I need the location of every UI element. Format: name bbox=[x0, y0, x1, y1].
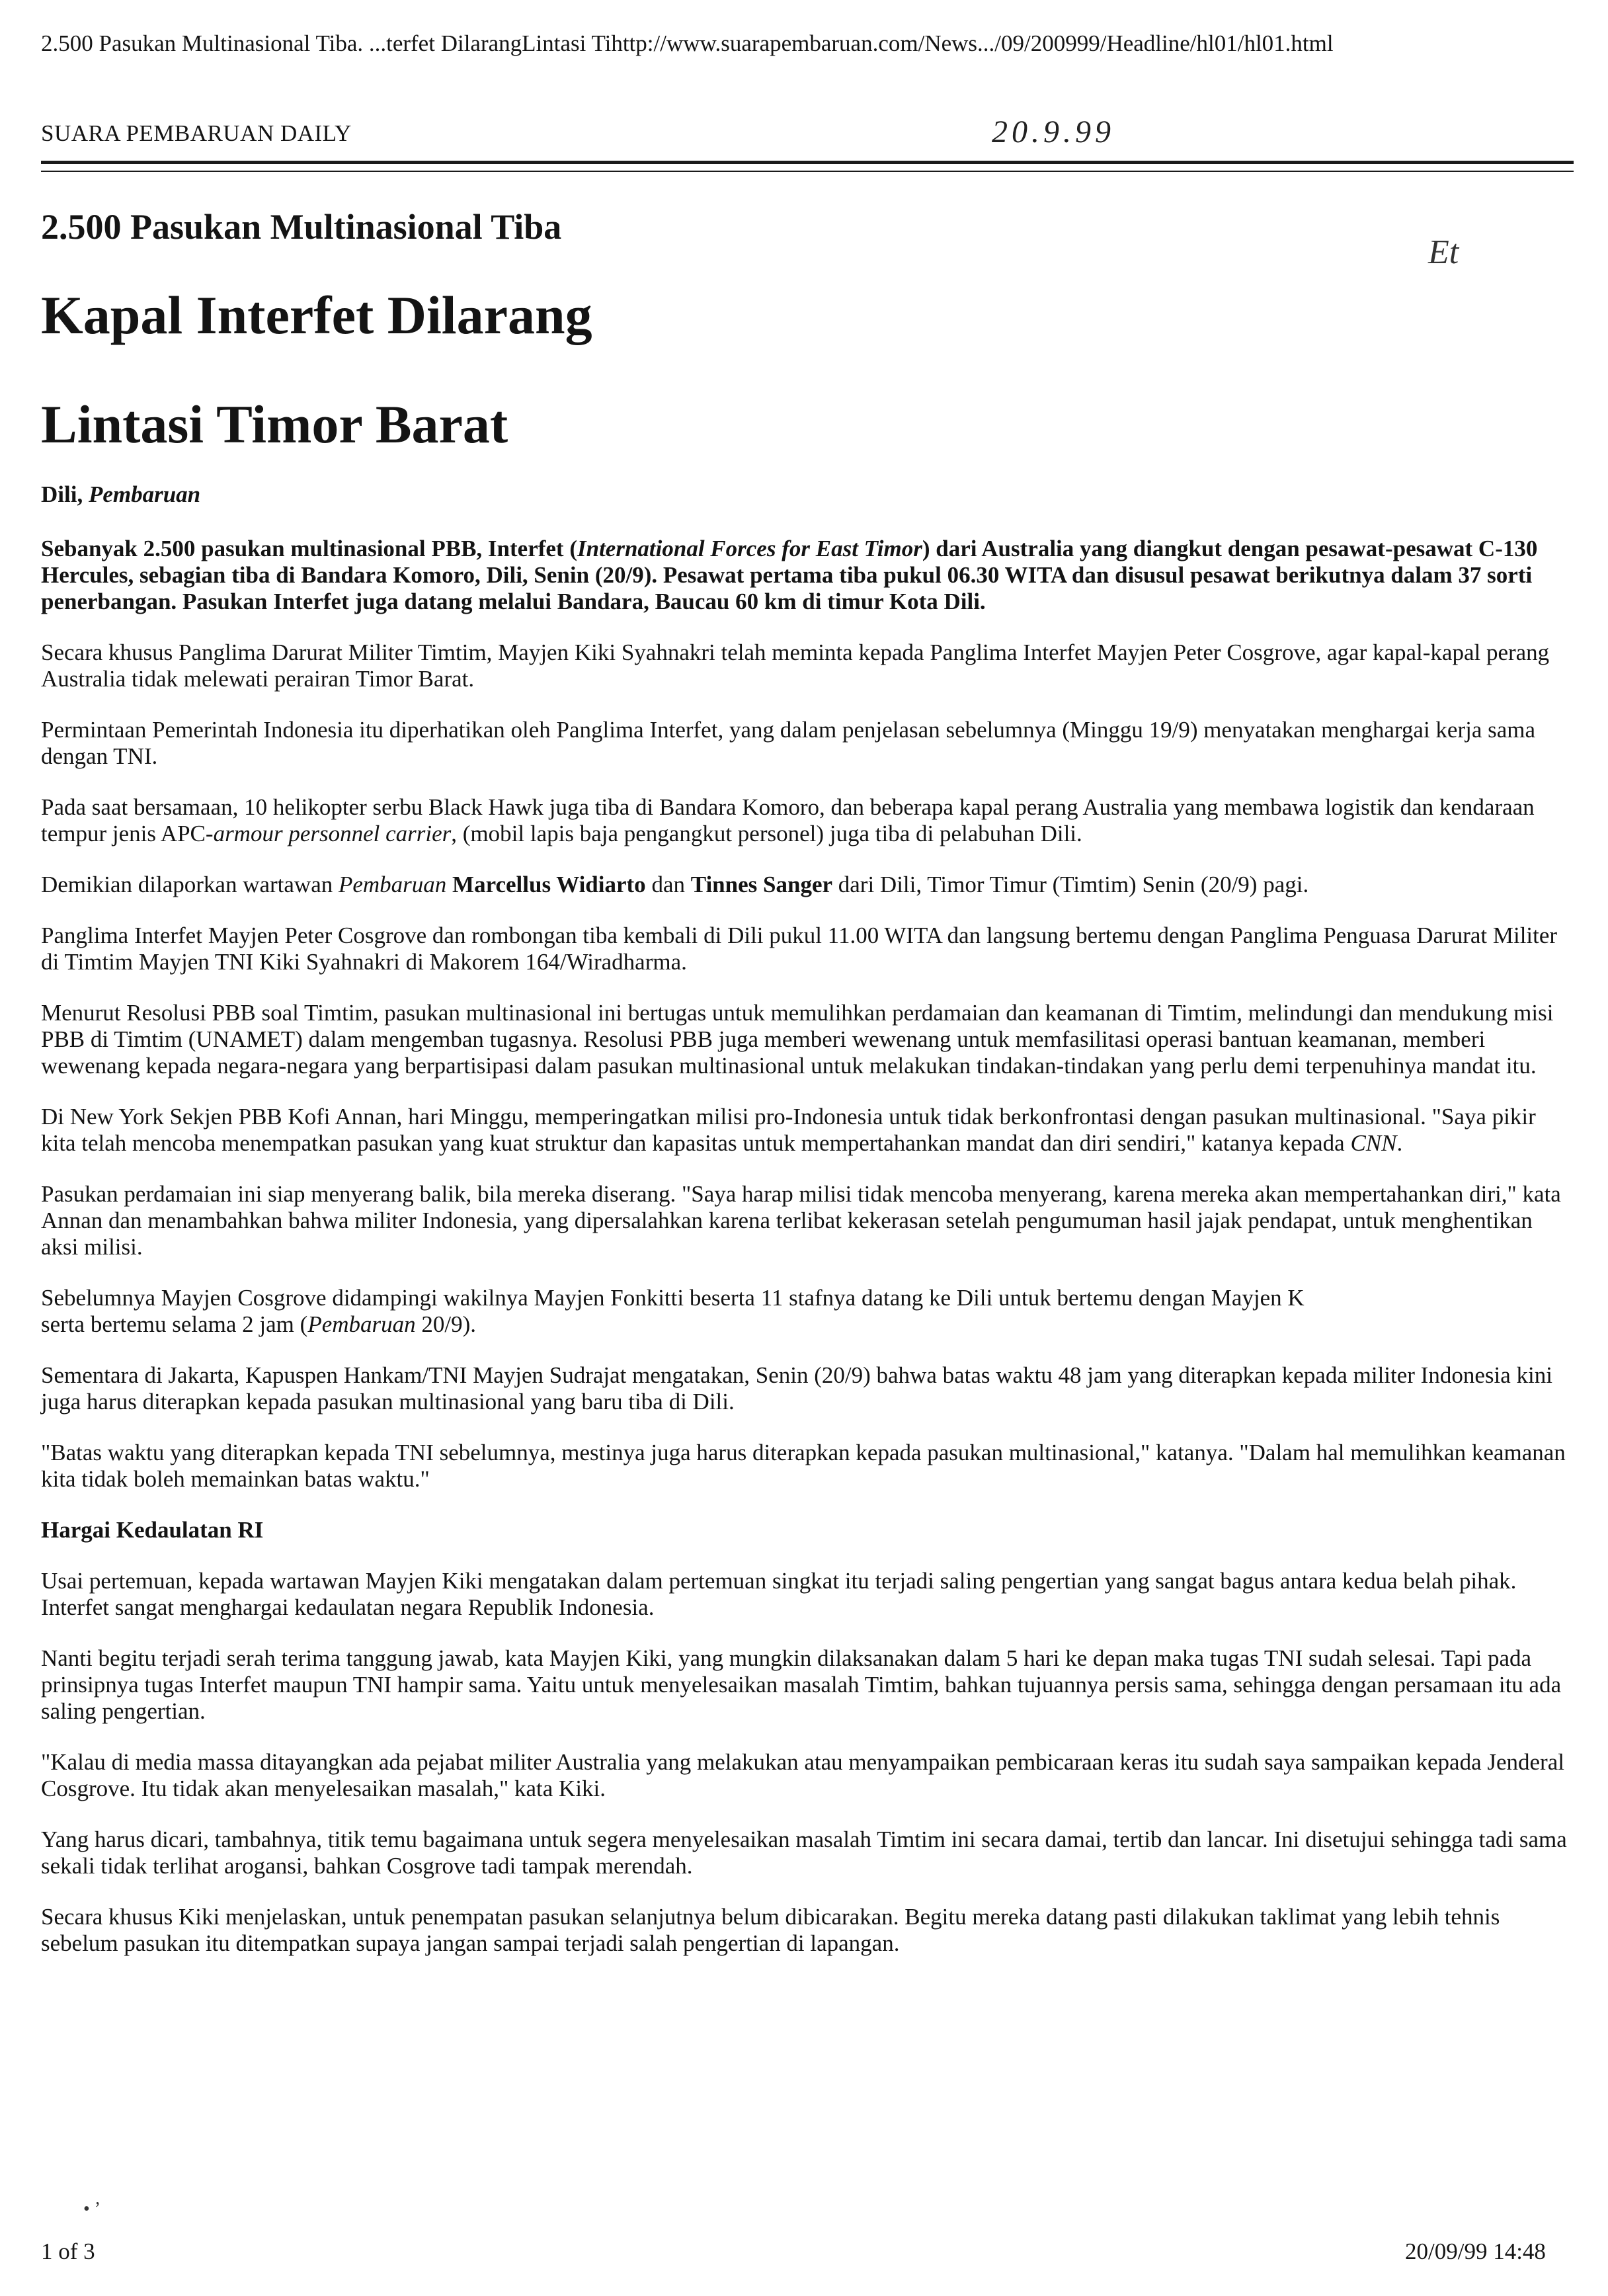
paragraph-13: Nanti begitu terjadi serah terima tanggung jawab, kata Mayjen Kiki, yang mungkin dilaksanakan dalam 5 hari ke depan maka tugas TNI sudah selesai. Tapi pada prinsipnya tugas Interfet maupun TNI hampir sama. Yaitu untuk menyelesaikan masalah Timtim, bahkan tujuannya persis sama, sehingga dengan persamaan itu ada saling pengertian. bbox=[41, 1645, 1562, 1724]
paragraph-16: Secara khusus Kiki menjelaskan, untuk penempatan pasukan selanjutnya belum dibicarakan. Begitu mereka datang pasti dilakukan taklimat yang lebih tehnis sebelum pasukan itu ditempatkan supaya jangan sampai terjadi salah pengertian di lapangan. bbox=[41, 1904, 1500, 1956]
paragraph-15: Yang harus dicari, tambahnya, titik temu bagaimana untuk segera menyelesaikan masalah Timtim ini secara damai, tertib dan lancar. Ini disetujui sehingga tadi sama sekali tidak terlihat arogansi, bahkan Cosgrove tadi tampak merendah. bbox=[41, 1826, 1567, 1879]
print-url-header: 2.500 Pasukan Multinasional Tiba. ...terfet DilarangLintasi Tihttp://www.suarapembaruan.com/News.../09/200999/Headline/hl01/hl01.html bbox=[41, 30, 1334, 56]
paragraph-5: Panglima Interfet Mayjen Peter Cosgrove dan rombongan tiba kembali di Dili pukul 11.00 WITA dan langsung bertemu dengan Panglima Penguasa Darurat Militer di Timtim Mayjen TNI Kiki Syahnakri di Makorem 164/Wiradharma. bbox=[41, 922, 1558, 975]
article-body bbox=[41, 536, 1574, 1981]
subheading: Hargai Kedaulatan RI bbox=[41, 1517, 264, 1543]
handwritten-mark: Et bbox=[1428, 233, 1459, 271]
paragraph-9: Sebelumnya Mayjen Cosgrove didampingi wakilnya Mayjen Fonkitti beserta 11 stafnya datang ke Dili untuk bertemu dengan Mayjen K serta bertemu selama 2 jam (Pembaruan 20/9). bbox=[41, 1285, 1305, 1337]
header-rule-thin bbox=[41, 171, 1574, 172]
paragraph-12: Usai pertemuan, kepada wartawan Mayjen Kiki mengatakan dalam pertemuan singkat itu terjadi saling pengertian yang sangat bagus antara kedua belah pihak. Interfet sangat menghargai kedaulatan negara Republik Indonesia. bbox=[41, 1568, 1517, 1620]
headline-line-2: Lintasi Timor Barat bbox=[41, 394, 508, 454]
handwritten-date: 20.9.99 bbox=[992, 114, 1115, 149]
paragraph-2: Permintaan Pemerintah Indonesia itu diperhatikan oleh Panglima Interfet, yang dalam penjelasan sebelumnya (Minggu 19/9) menyatakan menghargai kerja sama dengan TNI. bbox=[41, 717, 1536, 769]
paragraph-14: "Kalau di media massa ditayangkan ada pejabat militer Australia yang melakukan atau menyampaikan pembicaraan keras itu sudah saya sampaikan kepada Jenderal Cosgrove. Itu tidak akan menyelesaikan masalah," kata Kiki. bbox=[41, 1749, 1564, 1801]
print-timestamp: 20/09/99 14:48 bbox=[1405, 2238, 1546, 2264]
byline-place: Dili, bbox=[41, 481, 89, 507]
paragraph-1: Secara khusus Panglima Darurat Militer Timtim, Mayjen Kiki Syahnakri telah meminta kepada Panglima Interfet Mayjen Peter Cosgrove, agar kapal-kapal perang Australia tidak melewati perairan Timor Barat. bbox=[41, 639, 1550, 692]
byline-source: Pembaruan bbox=[88, 481, 201, 507]
paragraph-3: Pada saat bersamaan, 10 helikopter serbu Black Hawk juga tiba di Bandara Komoro, dan beberapa kapal perang Australia yang membawa logistik dan kendaraan tempur jenis APC-armour personnel carrier, (mobil lapis baja pengangkut personel) juga tiba di pelabuhan Dili. bbox=[41, 794, 1535, 846]
stray-mark: • ʼ bbox=[83, 2199, 101, 2219]
byline bbox=[41, 481, 200, 508]
newspaper-name: SUARA PEMBARUAN DAILY bbox=[41, 120, 352, 146]
paragraph-10: Sementara di Jakarta, Kapuspen Hankam/TNI Mayjen Sudrajat mengatakan, Senin (20/9) bahwa batas waktu 48 jam yang diterapkan kepada militer Indonesia kini juga harus diterapkan kepada pasukan multinasional yang baru tiba di Dili. bbox=[41, 1362, 1552, 1414]
page-number: 1 of 3 bbox=[41, 2238, 95, 2264]
paragraph-7: Di New York Sekjen PBB Kofi Annan, hari Minggu, memperingatkan milisi pro-Indonesia untuk tidak berkonfrontasi dengan pasukan multinasional. "Saya pikir kita telah mencoba menempatkan pasukan yang kuat struktur dan kapasitas untuk mempertahankan mandat dan diri sendiri," katanya kepada CNN. bbox=[41, 1104, 1536, 1156]
paragraph-8: Pasukan perdamaian ini siap menyerang balik, bila mereka diserang. "Saya harap milisi tidak mencoba menyerang, karena mereka akan mempertahankan diri," kata Annan dan menambahkan bahwa militer Indonesia, yang dipersalahkan karena terlibat kekerasan setelah pengumuman hasil jajak pendapat, untuk menghentikan aksi milisi. bbox=[41, 1181, 1561, 1260]
paragraph-11: "Batas waktu yang diterapkan kepada TNI sebelumnya, mestinya juga harus diterapkan kepada pasukan multinasional," katanya. "Dalam hal memulihkan keamanan kita tidak boleh memainkan batas waktu." bbox=[41, 1440, 1566, 1492]
lead-paragraph: Sebanyak 2.500 pasukan multinasional PBB, Interfet (International Forces for East Timor) dari Australia yang diangkut dengan pesawat-pesawat C-130 Hercules, sebagian tiba di Bandara Komoro, Dili, Senin (20/9). Pesawat pertama tiba pukul 06.30 WITA dan disusul pesawat berikutnya dalam 37 sorti penerbangan. Pasukan Interfet juga datang melalui Bandara, Baucau 60 km di timur Kota Dili. bbox=[41, 536, 1538, 614]
paragraph-4: Demikian dilaporkan wartawan Pembaruan Marcellus Widiarto dan Tinnes Sanger dari Dili, Timor Timur (Timtim) Senin (20/9) pagi. bbox=[41, 872, 1309, 897]
headline-line-1: Kapal Interfet Dilarang bbox=[41, 285, 592, 345]
header-rule-thick bbox=[41, 161, 1574, 164]
paragraph-6: Menurut Resolusi PBB soal Timtim, pasukan multinasional ini bertugas untuk memulihkan perdamaian dan keamanan di Timtim, melindungi dan mendukung misi PBB di Timtim (UNAMET) dalam mengemban tugasnya. Resolusi PBB juga memberi wewenang untuk memfasilitasi operasi bantuan keamanan, memberi wewenang kepada negara-negara yang berpartisipasi dalam pasukan multinasional untuk melakukan tindakan-tindakan yang perlu demi terpenuhinya mandat itu. bbox=[41, 1000, 1554, 1079]
article-kicker: 2.500 Pasukan Multinasional Tiba bbox=[41, 207, 562, 247]
